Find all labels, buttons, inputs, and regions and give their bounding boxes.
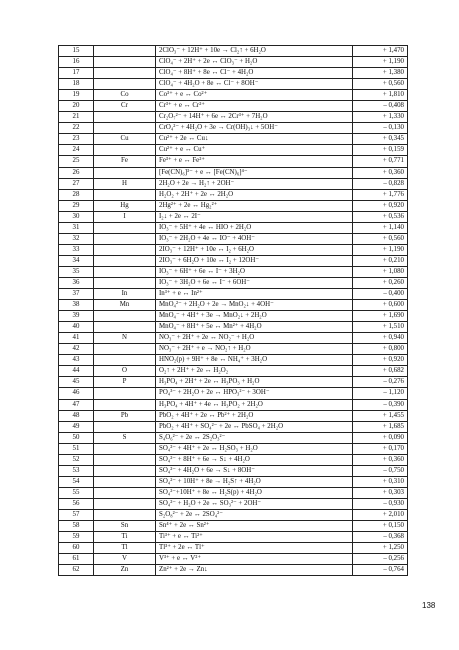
row-number-cell: 37	[59, 289, 94, 300]
element-cell	[94, 399, 156, 410]
potential-cell: + 1,510	[353, 322, 408, 333]
table-row	[59, 355, 408, 366]
half-reaction-cell: I₂↓ + 2e ↔ 2I⁻	[156, 211, 353, 222]
element-cell	[94, 476, 156, 487]
potential-cell: + 0,360	[353, 167, 408, 178]
half-reaction-cell: Cr₂O₇²⁻ + 14H⁺ + 6e ↔ 2Cr³⁺ + 7H₂O	[156, 112, 353, 123]
element-cell	[94, 123, 156, 134]
element-cell	[94, 112, 156, 123]
potential-cell: – 0,276	[353, 377, 408, 388]
row-number-cell: 50	[59, 432, 94, 443]
potential-cell: – 0,130	[353, 123, 408, 134]
half-reaction-cell: 2H₂O + 2e → H₂↑ + 2OH⁻	[156, 178, 353, 189]
row-number-cell: 26	[59, 167, 94, 178]
row-number-cell: 27	[59, 178, 94, 189]
table-row	[59, 289, 408, 300]
half-reaction-cell: V³⁺ + e ↔ V²⁺	[156, 554, 353, 565]
table-body	[59, 46, 408, 576]
potential-cell: – 0,828	[353, 178, 408, 189]
potential-cell: + 0,159	[353, 145, 408, 156]
potential-cell: + 0,560	[353, 233, 408, 244]
table-row	[59, 123, 408, 134]
element-cell: S	[94, 432, 156, 443]
half-reaction-cell: S₂O₈²⁻ + 2e ↔ 2SO₄²⁻	[156, 509, 353, 520]
element-cell	[94, 255, 156, 266]
element-cell	[94, 277, 156, 288]
element-cell	[94, 498, 156, 509]
element-cell	[94, 222, 156, 233]
element-cell	[94, 454, 156, 465]
table-row	[59, 322, 408, 333]
table-row	[59, 46, 408, 57]
half-reaction-cell: Tl³⁺ + 2e ↔ Tl⁺	[156, 543, 353, 554]
half-reaction-cell: MnO₄²⁻ + 2H₂O + 2e → MnO₂↓ + 4OH⁻	[156, 300, 353, 311]
table-row	[59, 255, 408, 266]
row-number-cell: 33	[59, 244, 94, 255]
potential-cell: + 0,150	[353, 521, 408, 532]
row-number-cell: 24	[59, 145, 94, 156]
half-reaction-cell: HNO₂(p) + 9H⁺ + 8e ↔ NH₄⁺ + 3H₂O	[156, 355, 353, 366]
potential-cell: – 0,400	[353, 289, 408, 300]
table-row	[59, 388, 408, 399]
element-cell	[94, 244, 156, 255]
element-cell: O	[94, 366, 156, 377]
potential-cell: – 0,930	[353, 498, 408, 509]
row-number-cell: 54	[59, 476, 94, 487]
table-row	[59, 377, 408, 388]
row-number-cell: 44	[59, 366, 94, 377]
row-number-cell: 28	[59, 189, 94, 200]
table-row	[59, 145, 408, 156]
table-row	[59, 565, 408, 576]
row-number-cell: 52	[59, 454, 94, 465]
potential-cell: + 0,940	[353, 333, 408, 344]
table-row	[59, 399, 408, 410]
half-reaction-cell: Cr³⁺ + e ↔ Cr²⁺	[156, 101, 353, 112]
table-row	[59, 167, 408, 178]
half-reaction-cell: SO₄²⁻ + 4H₂O + 6e → S↓ + 8OH⁻	[156, 465, 353, 476]
table-row	[59, 543, 408, 554]
table-row	[59, 454, 408, 465]
half-reaction-cell: SO₄²⁻+10H⁺ + 8e ↔ H₂S(p) + 4H₂O	[156, 487, 353, 498]
element-cell: Zn	[94, 565, 156, 576]
element-cell: Sn	[94, 521, 156, 532]
table-row	[59, 112, 408, 123]
potential-cell: + 0,800	[353, 344, 408, 355]
half-reaction-cell: IO₃⁻ + 6H⁺ + 6e ↔ I⁻ + 3H₂O	[156, 266, 353, 277]
potential-cell: + 1,380	[353, 68, 408, 79]
potential-cell: + 1,140	[353, 222, 408, 233]
row-number-cell: 15	[59, 46, 94, 57]
table-row	[59, 300, 408, 311]
potential-cell: – 0,408	[353, 101, 408, 112]
table-row	[59, 277, 408, 288]
element-cell	[94, 189, 156, 200]
potential-cell: + 0,771	[353, 156, 408, 167]
table-row	[59, 178, 408, 189]
half-reaction-cell: PbO₂ + 4H⁺ + SO₄²⁻ + 2e ↔ PbSO₄ + 2H₂O	[156, 421, 353, 432]
row-number-cell: 23	[59, 134, 94, 145]
row-number-cell: 45	[59, 377, 94, 388]
element-cell: N	[94, 333, 156, 344]
half-reaction-cell: PbO₂ + 4H⁺ + 2e ↔ Pb²⁺ + 2H₂O	[156, 410, 353, 421]
potential-cell: + 1,810	[353, 90, 408, 101]
row-number-cell: 36	[59, 277, 94, 288]
element-cell: Hg	[94, 200, 156, 211]
element-cell: Tl	[94, 543, 156, 554]
half-reaction-cell: H₃PO₄ + 4H⁺ + 4e ↔ H₃PO₂ + 2H₂O	[156, 399, 353, 410]
element-cell	[94, 46, 156, 57]
potential-cell: + 0,360	[353, 454, 408, 465]
half-reaction-cell: IO₃⁻ + 2H₂O + 4e ↔ IO⁻ + 4OH⁻	[156, 233, 353, 244]
row-number-cell: 60	[59, 543, 94, 554]
element-cell: In	[94, 289, 156, 300]
row-number-cell: 40	[59, 322, 94, 333]
table-row	[59, 532, 408, 543]
table-row	[59, 266, 408, 277]
row-number-cell: 62	[59, 565, 94, 576]
row-number-cell: 41	[59, 333, 94, 344]
row-number-cell: 34	[59, 255, 94, 266]
table-row	[59, 443, 408, 454]
row-number-cell: 46	[59, 388, 94, 399]
potential-cell: + 0,560	[353, 79, 408, 90]
element-cell: Ti	[94, 532, 156, 543]
half-reaction-cell: 2ClO₃⁻ + 12H⁺ + 10e → Cl₂↑ + 6H₂O	[156, 46, 353, 57]
element-cell	[94, 233, 156, 244]
half-reaction-cell: IO₃⁻ + 5H⁺ + 4e ↔ HIO + 2H₂O	[156, 222, 353, 233]
row-number-cell: 39	[59, 311, 94, 322]
row-number-cell: 59	[59, 532, 94, 543]
potential-cell: + 0,536	[353, 211, 408, 222]
potential-cell: – 0,764	[353, 565, 408, 576]
half-reaction-cell: [Fe(CN)₆]³⁻ + e ↔ [Fe(CN)₆]⁴⁻	[156, 167, 353, 178]
table-row	[59, 134, 408, 145]
table-row	[59, 509, 408, 520]
half-reaction-cell: ClO₄⁻ + 8H⁺ + 8e ↔ Cl⁻ + 4H₂O	[156, 68, 353, 79]
half-reaction-cell: Sn⁴⁺ + 2e ↔ Sn²⁺	[156, 521, 353, 532]
element-cell	[94, 487, 156, 498]
half-reaction-cell: 2IO₃⁻ + 6H₂O + 10e ↔ I₂ + 12OH⁻	[156, 255, 353, 266]
row-number-cell: 18	[59, 79, 94, 90]
element-cell: H	[94, 178, 156, 189]
row-number-cell: 49	[59, 421, 94, 432]
row-number-cell: 47	[59, 399, 94, 410]
element-cell	[94, 355, 156, 366]
row-number-cell: 16	[59, 57, 94, 68]
table-row	[59, 476, 408, 487]
row-number-cell: 20	[59, 101, 94, 112]
potential-cell: + 0,600	[353, 300, 408, 311]
half-reaction-cell: O₂↑ + 2H⁺ + 2e ↔ H₂O₂	[156, 366, 353, 377]
half-reaction-cell: S₄O₆²⁻ + 2e ↔ 2S₂O₃²⁻	[156, 432, 353, 443]
potential-cell: + 0,260	[353, 277, 408, 288]
table-row	[59, 101, 408, 112]
potential-cell: – 0,750	[353, 465, 408, 476]
potential-cell: – 0,390	[353, 399, 408, 410]
potential-cell: – 0,256	[353, 554, 408, 565]
row-number-cell: 22	[59, 123, 94, 134]
potential-cell: + 0,090	[353, 432, 408, 443]
table-row	[59, 432, 408, 443]
potential-cell: + 0,920	[353, 200, 408, 211]
potential-cell: + 0,682	[353, 366, 408, 377]
element-cell: P	[94, 377, 156, 388]
half-reaction-cell: 2IO₃⁻ + 12H⁺ + 10e ↔ I₂ + 6H₂O	[156, 244, 353, 255]
page-number: 138	[422, 601, 436, 610]
potential-cell: + 0,170	[353, 443, 408, 454]
table-row	[59, 57, 408, 68]
element-cell: Fe	[94, 156, 156, 167]
half-reaction-cell: Cu²⁺ + e ↔ Cu⁺	[156, 145, 353, 156]
potential-cell: + 1,690	[353, 311, 408, 322]
table-row	[59, 244, 408, 255]
element-cell	[94, 344, 156, 355]
potential-cell: + 0,210	[353, 255, 408, 266]
element-cell	[94, 509, 156, 520]
half-reaction-cell: Ti³⁺ + e ↔ Ti²⁺	[156, 532, 353, 543]
row-number-cell: 42	[59, 344, 94, 355]
potential-cell: + 1,330	[353, 112, 408, 123]
table-row	[59, 156, 408, 167]
row-number-cell: 51	[59, 443, 94, 454]
element-cell	[94, 145, 156, 156]
element-cell	[94, 465, 156, 476]
table-row	[59, 211, 408, 222]
row-number-cell: 43	[59, 355, 94, 366]
half-reaction-cell: Zn²⁺ + 2e → Zn↓	[156, 565, 353, 576]
table-row	[59, 554, 408, 565]
potential-cell: + 2,010	[353, 509, 408, 520]
table-row	[59, 487, 408, 498]
element-cell	[94, 443, 156, 454]
element-cell	[94, 421, 156, 432]
row-number-cell: 30	[59, 211, 94, 222]
half-reaction-cell: Co³⁺ + e ↔ Co²⁺	[156, 90, 353, 101]
table-row	[59, 333, 408, 344]
element-cell: Mn	[94, 300, 156, 311]
potential-cell: + 1,190	[353, 244, 408, 255]
potential-cell: + 1,455	[353, 410, 408, 421]
table-row	[59, 79, 408, 90]
table-row	[59, 421, 408, 432]
row-number-cell: 21	[59, 112, 94, 123]
element-cell	[94, 68, 156, 79]
row-number-cell: 25	[59, 156, 94, 167]
element-cell: Cr	[94, 101, 156, 112]
half-reaction-cell: SO₄²⁻ + 8H⁺ + 6e → S↓ + 4H₂O	[156, 454, 353, 465]
potential-cell: + 1,470	[353, 46, 408, 57]
row-number-cell: 31	[59, 222, 94, 233]
potential-cell: + 1,190	[353, 57, 408, 68]
half-reaction-cell: SO₄²⁻ + H₂O + 2e ↔ SO₃²⁻ + 2OH⁻	[156, 498, 353, 509]
element-cell	[94, 266, 156, 277]
half-reaction-cell: SO₄²⁻ + 4H⁺ + 2e ↔ H₂SO₃ + H₂O	[156, 443, 353, 454]
row-number-cell: 53	[59, 465, 94, 476]
potential-cell: + 1,250	[353, 543, 408, 554]
half-reaction-cell: IO₃⁻ + 3H₂O + 6e ↔ I⁻ + 6OH⁻	[156, 277, 353, 288]
half-reaction-cell: SO₄²⁻ + 10H⁺ + 8e → H₂S↑ + 4H₂O	[156, 476, 353, 487]
element-cell: I	[94, 211, 156, 222]
half-reaction-cell: Cu²⁺ + 2e ↔ Cu↓	[156, 134, 353, 145]
row-number-cell: 17	[59, 68, 94, 79]
half-reaction-cell: ClO₄⁻ + 2H⁺ + 2e ↔ ClO₃⁻ + H₂O	[156, 57, 353, 68]
potential-cell: – 1,120	[353, 388, 408, 399]
half-reaction-cell: H₂O₂ + 2H⁺ + 2e ↔ 2H₂O	[156, 189, 353, 200]
half-reaction-cell: In³⁺ + e ↔ In²⁺	[156, 289, 353, 300]
half-reaction-cell: ClO₄⁻ + 4H₂O + 8e ↔ Cl⁻ + 8OH⁻	[156, 79, 353, 90]
half-reaction-cell: Fe³⁺ + e ↔ Fe²⁺	[156, 156, 353, 167]
table-row	[59, 233, 408, 244]
table-row	[59, 366, 408, 377]
half-reaction-cell: CrO₄²⁻ + 4H₂O + 3e → Cr(OH)₃↓ + 5OH⁻	[156, 123, 353, 134]
potential-cell: + 1,685	[353, 421, 408, 432]
potential-cell: + 1,080	[353, 266, 408, 277]
half-reaction-cell: NO₃⁻ + 2H⁺ + 2e ↔ NO₂⁻ + H₂O	[156, 333, 353, 344]
element-cell: Pb	[94, 410, 156, 421]
element-cell: Co	[94, 90, 156, 101]
half-reaction-cell: PO₄³⁻ + 2H₂O + 2e ↔ HPO₃²⁻ + 3OH⁻	[156, 388, 353, 399]
table-row	[59, 344, 408, 355]
element-cell	[94, 167, 156, 178]
table-row	[59, 465, 408, 476]
row-number-cell: 58	[59, 521, 94, 532]
potential-cell: + 0,345	[353, 134, 408, 145]
potential-cell: + 0,303	[353, 487, 408, 498]
row-number-cell: 19	[59, 90, 94, 101]
element-cell	[94, 388, 156, 399]
row-number-cell: 55	[59, 487, 94, 498]
element-cell: V	[94, 554, 156, 565]
half-reaction-cell: NO₃⁻ + 2H⁺ + e → NO₂↑ + H₂O	[156, 344, 353, 355]
table-row	[59, 521, 408, 532]
redox-potential-table	[58, 45, 408, 576]
row-number-cell: 32	[59, 233, 94, 244]
row-number-cell: 61	[59, 554, 94, 565]
element-cell	[94, 311, 156, 322]
element-cell	[94, 322, 156, 333]
row-number-cell: 56	[59, 498, 94, 509]
table-row	[59, 222, 408, 233]
potential-cell: + 1,776	[353, 189, 408, 200]
table-row	[59, 311, 408, 322]
table-row	[59, 90, 408, 101]
table-row	[59, 189, 408, 200]
row-number-cell: 57	[59, 509, 94, 520]
row-number-cell: 29	[59, 200, 94, 211]
table-row	[59, 410, 408, 421]
potential-cell: – 0,368	[353, 532, 408, 543]
table-row	[59, 68, 408, 79]
element-cell: Cu	[94, 134, 156, 145]
half-reaction-cell: 2Hg²⁺ + 2e ↔ Hg₂²⁺	[156, 200, 353, 211]
element-cell	[94, 79, 156, 90]
row-number-cell: 48	[59, 410, 94, 421]
potential-cell: + 0,310	[353, 476, 408, 487]
half-reaction-cell: MnO₄⁻ + 8H⁺ + 5e ↔ Mn²⁺ + 4H₂O	[156, 322, 353, 333]
element-cell	[94, 57, 156, 68]
table-row	[59, 498, 408, 509]
table-row	[59, 200, 408, 211]
half-reaction-cell: MnO₄⁻ + 4H⁺ + 3e → MnO₂↓ + 2H₂O	[156, 311, 353, 322]
row-number-cell: 35	[59, 266, 94, 277]
potential-cell: + 0,920	[353, 355, 408, 366]
half-reaction-cell: H₃PO₄ + 2H⁺ + 2e ↔ H₃PO₃ + H₂O	[156, 377, 353, 388]
row-number-cell: 38	[59, 300, 94, 311]
